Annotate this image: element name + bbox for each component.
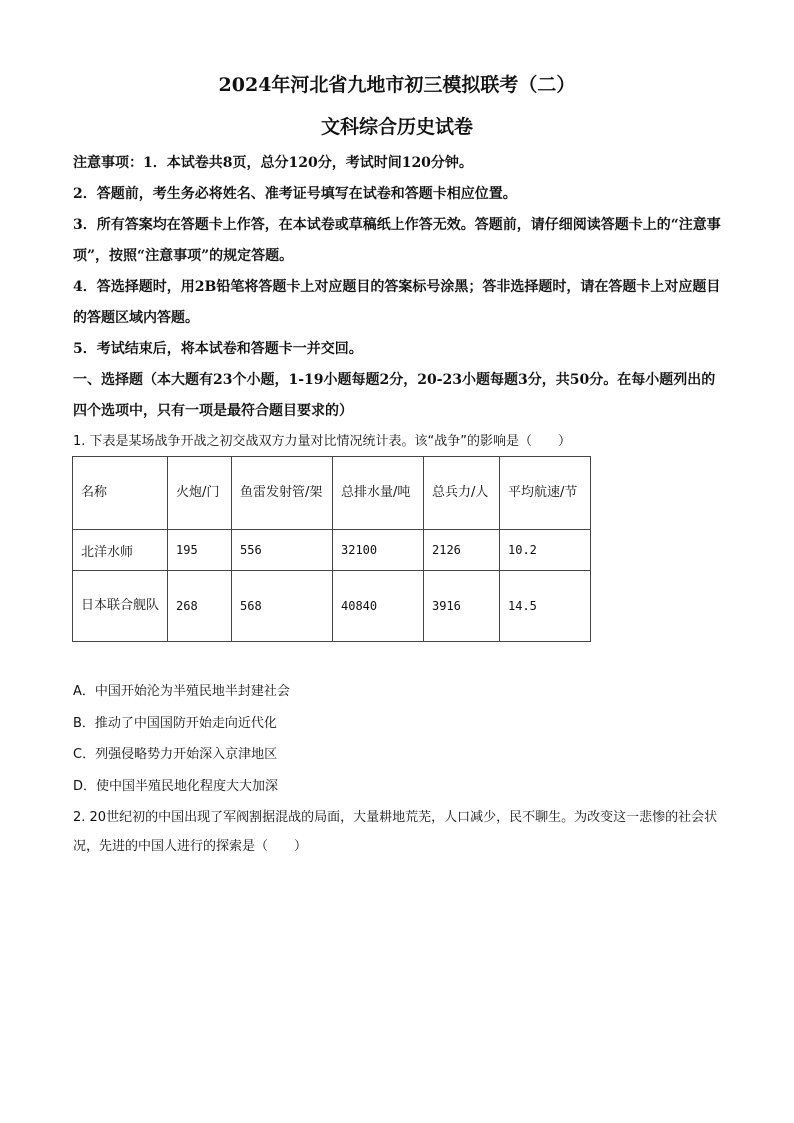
table-header-cell: 火炮/门 xyxy=(168,457,232,530)
table-header-cell: 鱼雷发射管/架 xyxy=(232,457,333,530)
table-header-cell: 总排水量/吨 xyxy=(333,457,424,530)
option-a: A．中国开始沦为半殖民地半封建社会 xyxy=(73,684,290,699)
table-row xyxy=(73,530,591,571)
table-cell: 32100 xyxy=(333,530,424,571)
table-header-cell: 名称 xyxy=(73,457,168,530)
question-1-options xyxy=(73,676,733,802)
question-1-stem: 1. 下表是某场战争开战之初交战双方力量对比情况统计表。该“战争”的影响是（ ） xyxy=(73,434,572,449)
instruction-5: 5．考试结束后，将本试卷和答题卡一并交回。 xyxy=(73,341,363,357)
table-cell: 北洋水师 xyxy=(73,530,168,571)
exam-subtitle: 文科综合历史试卷 xyxy=(320,116,473,138)
table-cell: 日本联合舰队 xyxy=(73,571,168,642)
table-cell: 10.2 xyxy=(500,530,591,571)
table-cell: 14.5 xyxy=(500,571,591,642)
instruction-1: 注意事项：1．本试卷共8页，总分120分，考试时间120分钟。 xyxy=(73,155,473,171)
table-cell: 568 xyxy=(232,571,333,642)
option-d: D．使中国半殖民地化程度大大加深 xyxy=(73,778,279,794)
comparison-table xyxy=(72,456,591,642)
table-cell: 3916 xyxy=(424,571,500,642)
table-cell: 268 xyxy=(168,571,232,642)
section-heading: 一、选择题（本大题有23个小题，1-19小题每题2分，20-23小题每题3分，共50分。在每小题列出的四个选项中，只有一项是最符合题目要求的） xyxy=(73,372,716,419)
instructions xyxy=(73,148,723,427)
table-cell: 2126 xyxy=(424,530,500,571)
table-cell: 40840 xyxy=(333,571,424,642)
question-2-stem: 2. 20世纪初的中国出现了军阀割据混战的局面，大量耕地荒芜，人口减少，民不聊生。为改变这一悲惨的社会状况，先进的中国人进行的探索是（ ） xyxy=(73,810,718,854)
instruction-3: 3．所有答案均在答题卡上作答，在本试卷或草稿纸上作答无效。答题前，请仔细阅读答题卡上的“注意事项”，按照“注意事项”的规定答题。 xyxy=(73,217,721,264)
table-cell: 556 xyxy=(232,530,333,571)
table-header-row xyxy=(73,457,591,530)
table-header-cell: 总兵力/人 xyxy=(424,457,500,530)
option-b: B．推动了中国国防开始走向近代化 xyxy=(73,715,277,731)
instruction-4: 4．答选择题时，用2B铅笔将答题卡上对应题目的答案标号涂黑；答非选择题时，请在答题卡上对应题目的答题区域内答题。 xyxy=(73,279,721,326)
instruction-2: 2．答题前，考生务必将姓名、准考证号填写在试卷和答题卡相应位置。 xyxy=(73,186,517,202)
exam-title: 2024年河北省九地市初三模拟联考（二） xyxy=(218,74,576,96)
table-cell: 195 xyxy=(168,530,232,571)
option-c: C．列强侵略势力开始深入京津地区 xyxy=(73,747,278,762)
table-row xyxy=(73,571,591,642)
table-header-cell: 平均航速/节 xyxy=(500,457,591,530)
